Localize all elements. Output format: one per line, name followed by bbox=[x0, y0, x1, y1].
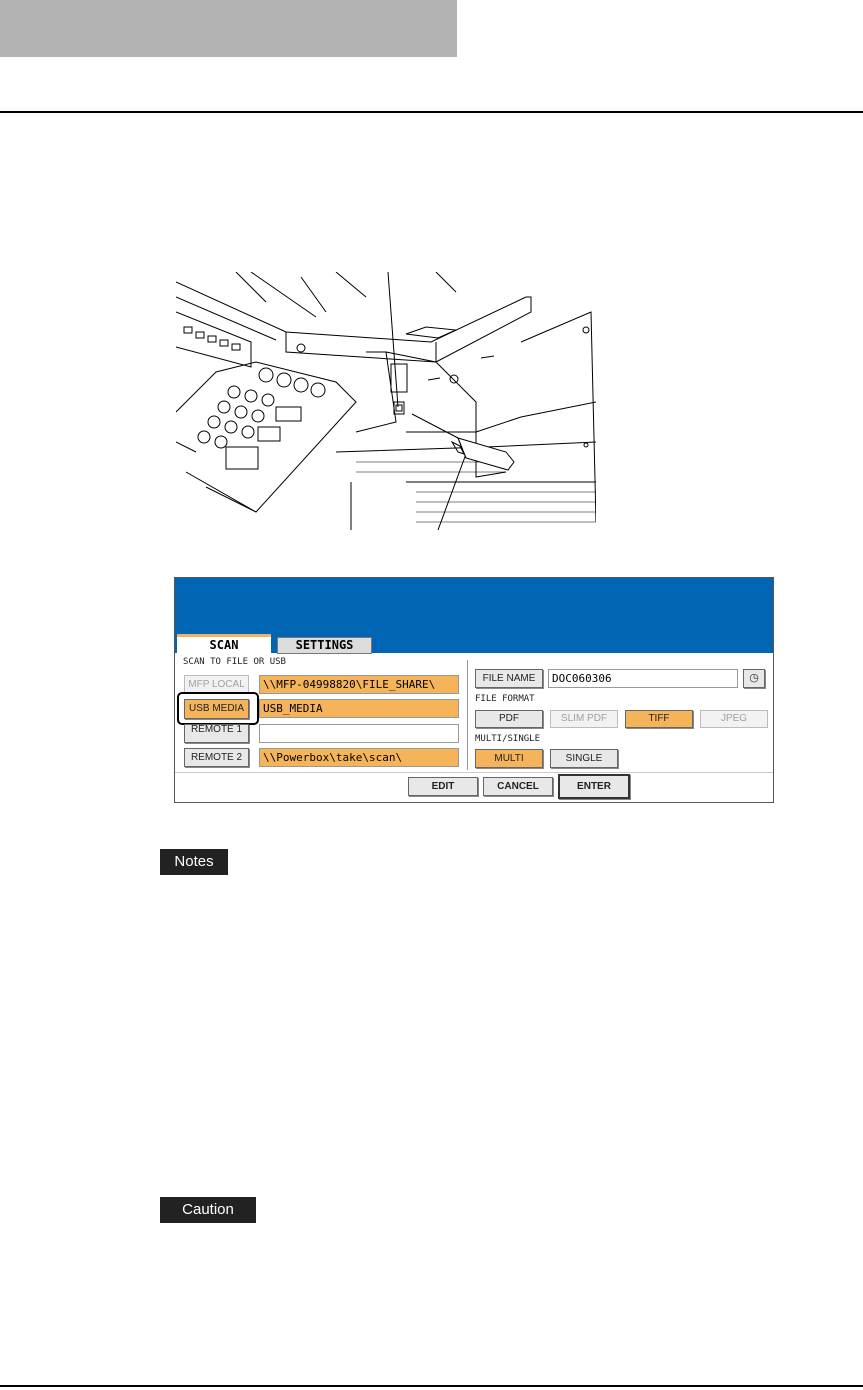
remote2-path: \\Powerbox\take\scan\ bbox=[259, 748, 459, 767]
panel-body bbox=[175, 655, 773, 802]
pdf-button[interactable]: PDF bbox=[475, 710, 543, 728]
multi-button[interactable]: MULTI bbox=[475, 749, 543, 768]
tab-settings[interactable]: SETTINGS bbox=[277, 637, 372, 654]
jpeg-button[interactable]: JPEG bbox=[700, 710, 768, 728]
file-format-label: FILE FORMAT bbox=[475, 694, 535, 704]
mfp-usb-illustration bbox=[176, 272, 596, 530]
panel-bottom-bar bbox=[175, 772, 773, 803]
mfp-local-button[interactable]: MFP LOCAL bbox=[184, 675, 249, 694]
footer-rule bbox=[0, 1385, 863, 1387]
scan-touch-panel bbox=[174, 577, 774, 803]
enter-button[interactable]: ENTER bbox=[558, 774, 630, 799]
cancel-button[interactable]: CANCEL bbox=[483, 777, 553, 796]
column-divider bbox=[467, 660, 468, 770]
remote1-button[interactable]: REMOTE 1 bbox=[184, 724, 249, 743]
clock-icon[interactable]: ◷ bbox=[743, 669, 765, 688]
slim-pdf-button[interactable]: SLIM PDF bbox=[550, 710, 618, 728]
usb-media-highlight bbox=[177, 692, 259, 725]
single-button[interactable]: SINGLE bbox=[550, 749, 618, 768]
mfp-local-path: \\MFP-04998820\FILE_SHARE\ bbox=[259, 675, 459, 694]
file-name-field[interactable]: DOC060306 bbox=[548, 669, 738, 688]
caution-label: Caution bbox=[160, 1197, 256, 1223]
notes-label: Notes bbox=[160, 849, 228, 875]
usb-media-button[interactable]: USB MEDIA bbox=[184, 699, 249, 719]
tiff-button[interactable]: TIFF bbox=[625, 710, 693, 728]
section-label: SCAN TO FILE OR USB bbox=[183, 657, 286, 667]
header-bar bbox=[0, 0, 457, 57]
tab-scan[interactable]: SCAN bbox=[177, 634, 271, 656]
remote2-button[interactable]: REMOTE 2 bbox=[184, 748, 249, 767]
multi-single-label: MULTI/SINGLE bbox=[475, 734, 541, 744]
usb-media-path: USB_MEDIA bbox=[259, 699, 459, 718]
file-name-button[interactable]: FILE NAME bbox=[475, 669, 543, 688]
edit-button[interactable]: EDIT bbox=[408, 777, 478, 796]
remote1-path bbox=[259, 724, 459, 743]
header-rule bbox=[0, 111, 863, 113]
